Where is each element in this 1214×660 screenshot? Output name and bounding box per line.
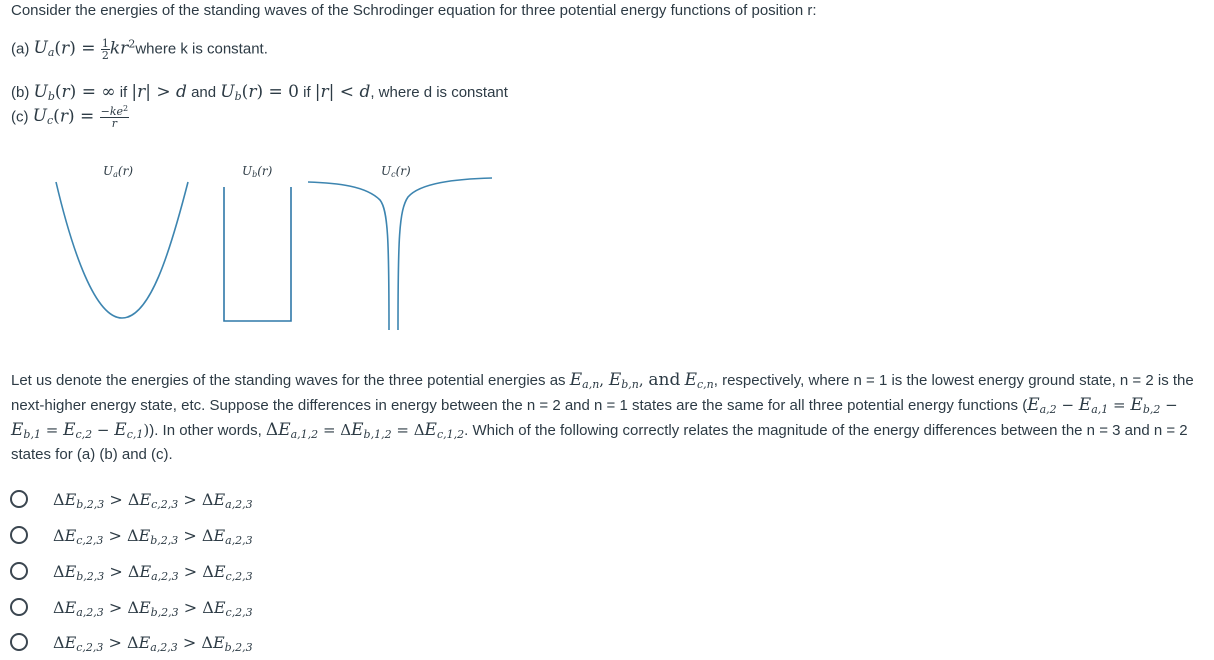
- potential-b-prefix: (b): [11, 84, 30, 101]
- option-label: $\Delta E_{b,2,3} > \Delta E_{c,2,3} > \Delta E_{a,2,3}$: [53, 489, 253, 511]
- potential-c-prefix: (c): [11, 108, 29, 126]
- curve-a-harmonic: [56, 182, 188, 318]
- answer-option-1[interactable]: [10, 485, 253, 513]
- radio-button[interactable]: [10, 633, 28, 651]
- potential-b-and: and: [191, 84, 217, 101]
- curve-c-coulomb-left: [308, 182, 389, 330]
- plot-label-a: $U_a(r)$: [103, 164, 134, 179]
- option-label: $\Delta E_{b,2,3} > \Delta E_{a,2,3} > \Delta E_{c,2,3}$: [53, 561, 253, 583]
- paragraph-part-4: . Which of the following correctly relates the magnitude of the energy differences between the n = 3 and n = 2 states for (a) (b) and (c).: [11, 422, 1188, 463]
- curve-b-square-well: [224, 187, 291, 321]
- curve-c-coulomb-right: [398, 178, 492, 330]
- potential-b-line: (b) $U_b(r)$ = ∞ if |r| > d and $U_b(r) = 0$ if |r| < d, where d is constant: [11, 82, 508, 103]
- answer-option-4[interactable]: [10, 593, 253, 621]
- paragraph-part-1: Let us denote the energies of the standing waves for the three potential energies as: [11, 372, 566, 389]
- paragraph-and: and: [648, 370, 681, 390]
- potential-b-cond1: if: [119, 84, 128, 101]
- potential-a-suffix: where k is constant.: [135, 40, 268, 58]
- radio-button[interactable]: [10, 526, 28, 544]
- radio-button[interactable]: [10, 562, 28, 580]
- option-label: $\Delta E_{a,2,3} > \Delta E_{b,2,3} > \Delta E_{c,2,3}$: [53, 597, 253, 619]
- paragraph-part-2: , respectively, where n = 1 is the lowest energy ground state, n = 2 is the next-higher energy state, etc. Suppose the differences in energy between the n = 2 and n = 1 states are the same for all three potential energy functions (: [11, 372, 1194, 414]
- potential-a-prefix: (a): [11, 40, 30, 58]
- plot-label-b: $U_b(r)$: [242, 164, 273, 179]
- answer-option-3[interactable]: [10, 557, 253, 585]
- radio-button[interactable]: [10, 598, 28, 616]
- potential-c-line: (c) $U_c(r)$ = $\frac{-ke^2}{r}$: [11, 104, 129, 130]
- radio-button[interactable]: [10, 490, 28, 508]
- plot-label-c: $U_c(r)$: [381, 164, 411, 179]
- option-label: $\Delta E_{c,2,3} > \Delta E_{b,2,3} > \Delta E_{a,2,3}$: [53, 525, 253, 547]
- paragraph-part-3: ). In other words,: [149, 422, 262, 439]
- option-label: $\Delta E_{c,2,3} > \Delta E_{a,2,3} > \Delta E_{b,2,3}$: [53, 632, 253, 654]
- potential-a-line: (a) $U_a(r)$ = $\frac{1}{2}$ $kr^2where$ k is constant.: [11, 37, 268, 62]
- answer-option-5[interactable]: [10, 628, 253, 656]
- question-intro: Consider the energies of the standing waves of the Schrodinger equation for three potential energy functions of position r:: [11, 2, 817, 19]
- potential-b-suffix: , where d is constant: [370, 84, 508, 101]
- potential-b-cond2: if: [303, 84, 311, 101]
- question-paragraph: Let us denote the energies of the standing waves for the three potential energies as $E_{a,n}$, $E_{b,n}$, and $E_{c,n}$, respectively, where n = 1 is the lowest energy ground state, n = 2 is the next-higher energy state, etc. Suppose the differences in energy between the n = 2 and n = 1 states are the same for all three potential energy functions $(E_{a,2} - E_{a,1} = E_{b,2} - E_{b,1} = E_{c,2} - E_{c,1})$). In other words, $\Delta E_{a,1,2} = \Delta E_{b,1,2} = \Delta E_{c,1,2}$. Which of the following correctly relates the magnitude of the energy differences between the n = 3 and n = 2 states for (a) (b) and (c).: [11, 370, 1194, 463]
- answer-option-2[interactable]: [10, 521, 253, 549]
